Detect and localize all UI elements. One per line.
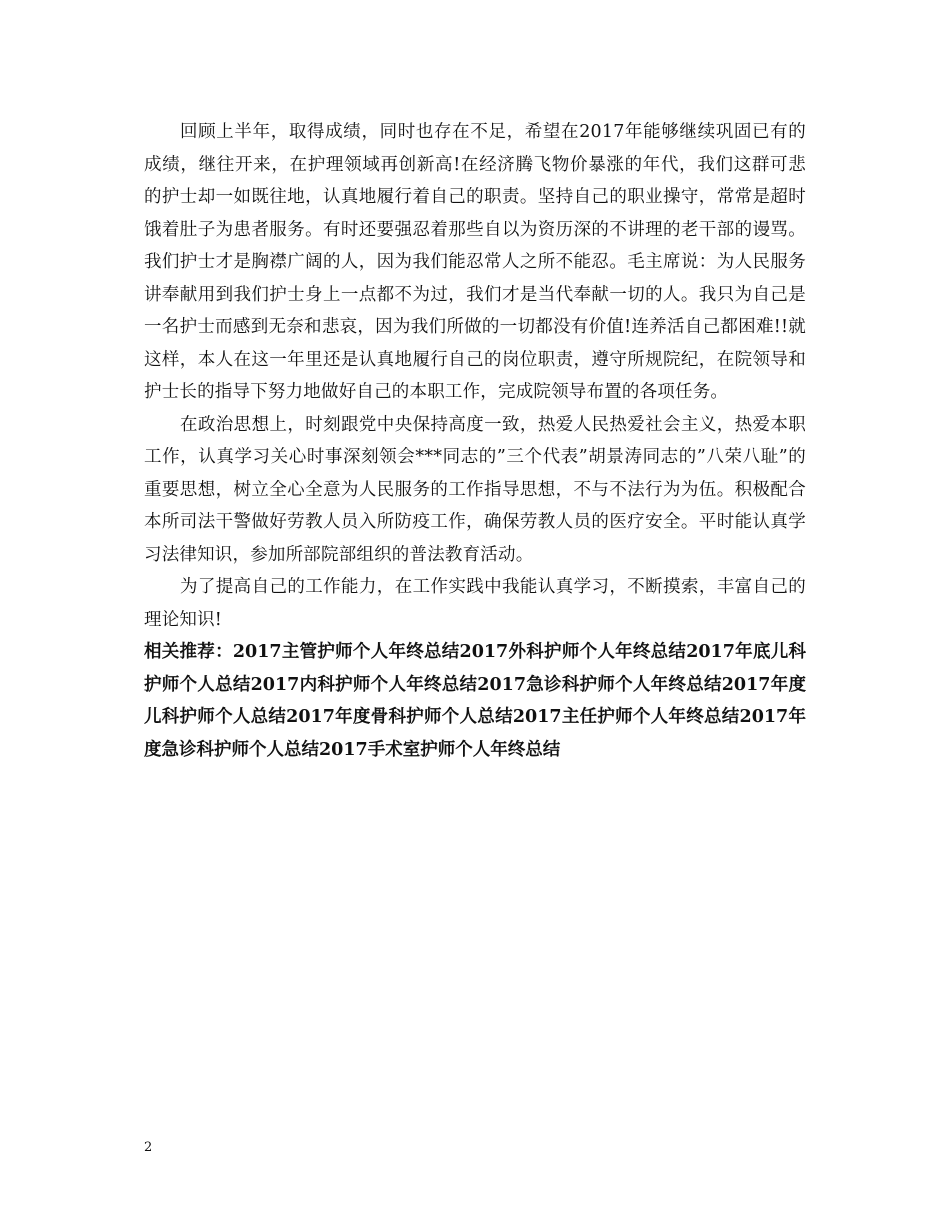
- paragraph-review: 回顾上半年，取得成绩，同时也存在不足，希望在2017年能够继续巩固已有的成绩，继往开来，在护理领域再创新高!在经济腾飞物价暴涨的年代，我们这群可悲的护士却一如既往地，认真地履行着自己的职责。坚持自己的职业操守，常常是超时饿着肚子为患者服务。有时还要强忍着那些自以为资历深的不讲理的老干部的谩骂。我们护士才是胸襟广阔的人，因为我们能忍常人之所不能忍。毛主席说：为人民服务讲奉献用到我们护士身上一点都不为过，我们才是当代奉献一切的人。我只为自己是一名护士而感到无奈和悲哀，因为我们所做的一切都没有价值!连养活自己都困难!!就这样，本人在这一年里还是认真地履行自己的岗位职责，遵守所规院纪，在院领导和护士长的指导下努力地做好自己的本职工作，完成院领导布置的各项任务。: [144, 122, 806, 402]
- related-recommendations: 相关推荐：2017主管护师个人年终总结2017外科护师个人年终总结2017年底儿科护师个人总结2017内科护师个人年终总结2017急诊科护师个人年终总结2017年度儿科护师个人总结2017年度骨科护师个人总结2017主任护师个人年终总结2017年度急诊科护师个人总结2017手术室护师个人年终总结: [144, 642, 806, 760]
- page-number: 2: [144, 1140, 153, 1155]
- paragraph-work-ability: 为了提高自己的工作能力，在工作实践中我能认真学习，不断摸索，丰富自己的理论知识!: [144, 577, 806, 630]
- document-body: [144, 116, 806, 766]
- paragraph-political-thought: 在政治思想上，时刻跟党中央保持高度一致，热爱人民热爱社会主义，热爱本职工作，认真学习关心时事深刻领会***同志的”三个代表”胡景涛同志的”八荣八耻”的重要思想，树立全心全意为人民服务的工作指导思想，不与不法行为为伍。积极配合本所司法干警做好劳教人员入所防疫工作，确保劳教人员的医疗安全。平时能认真学习法律知识，参加所部院部组织的普法教育活动。: [144, 414, 806, 565]
